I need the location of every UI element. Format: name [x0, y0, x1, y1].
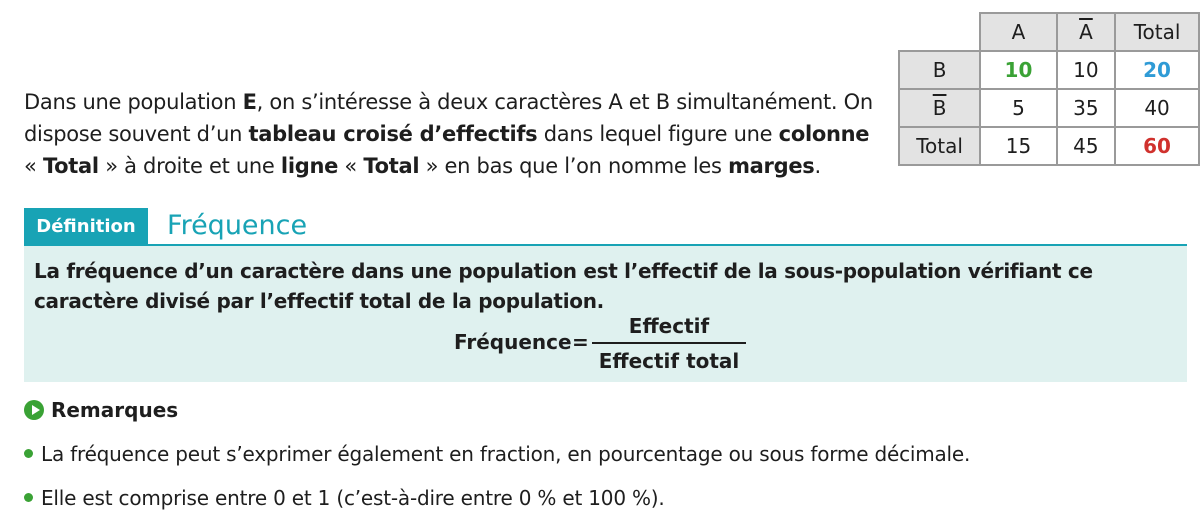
- intro-bold-ligne: ligne: [280, 154, 339, 178]
- row-header-not-b: [899, 89, 980, 127]
- remark-text: La fréquence peut s’exprimer également en fraction, en pourcentage ou sous forme décimale.: [41, 442, 971, 466]
- list-item: [24, 476, 970, 520]
- intro-text: , on s’intéresse à deux caractères A et B simultanément. On dispose souvent d’un: [24, 90, 873, 146]
- definition-title: Fréquence: [167, 210, 308, 241]
- remarks-list: [24, 432, 970, 520]
- col-header-not-a-label: $\overline{A}$: [1079, 20, 1093, 44]
- col-header-a: A: [980, 13, 1057, 51]
- bullet-icon: [24, 449, 33, 458]
- intro-text: » à droite et une: [98, 154, 281, 178]
- definition-text-part: d’un caractère dans une population est l’effectif de la sous-population vérifiant ce caractère divisé par l’effectif total de la population.: [34, 259, 1093, 313]
- table-header-row: [899, 13, 1199, 51]
- definition-keyword: fréquence: [66, 259, 178, 283]
- intro-text: «: [24, 154, 43, 178]
- table-row: [899, 89, 1199, 127]
- cell-not-b-total: 40: [1115, 89, 1199, 127]
- cell-b-not-a: 10: [1057, 51, 1115, 89]
- formula-label: Fréquence: [454, 330, 572, 354]
- remark-text: Elle est comprise entre 0 et 1 (c’est-à-dire entre 0 % et 100 %).: [41, 486, 665, 510]
- definition-text-part: La: [34, 259, 67, 283]
- intro-text: Dans une population: [24, 90, 243, 114]
- intro-text: dans lequel figure une: [537, 122, 779, 146]
- formula-denominator: Effectif total: [598, 349, 740, 373]
- formula-numerator: Effectif: [628, 314, 710, 338]
- intro-text: .: [814, 154, 821, 178]
- intro-bold-marges: marges: [728, 154, 815, 178]
- cell-not-b-not-a: 35: [1057, 89, 1115, 127]
- row-header-total: Total: [899, 127, 980, 165]
- col-header-total: Total: [1115, 13, 1199, 51]
- formula-fraction: [592, 312, 746, 376]
- intro-bold-tableau: tableau croisé d’effectifs: [248, 122, 538, 146]
- table-row: [899, 51, 1199, 89]
- formula-equals: =: [572, 330, 589, 354]
- cell-total-not-a: 45: [1057, 127, 1115, 165]
- definition-text: [34, 256, 1184, 316]
- cell-grand-total: 60: [1115, 127, 1199, 165]
- col-header-not-a: [1057, 13, 1115, 51]
- remarks-title: Remarques: [50, 398, 179, 422]
- cell-total-a: 15: [980, 127, 1057, 165]
- play-arrow-icon: [24, 400, 44, 420]
- cell-b-a: 10: [980, 51, 1057, 89]
- list-item: [24, 432, 970, 476]
- remarks-heading: [24, 396, 178, 424]
- intro-text: «: [338, 154, 364, 178]
- fraction-bar: [592, 342, 746, 344]
- crosstab-table: [898, 12, 1200, 166]
- intro-bold-e: E: [242, 90, 257, 114]
- intro-bold-total-2: Total: [363, 154, 420, 178]
- definition-tag: Définition: [24, 208, 148, 244]
- bullet-icon: [24, 493, 33, 502]
- row-header-not-b-label: $\overline{B}$: [932, 96, 947, 120]
- intro-bold-colonne: colonne: [778, 122, 870, 146]
- row-header-b: B: [899, 51, 980, 89]
- intro-paragraph: [24, 86, 884, 182]
- table-row: [899, 127, 1199, 165]
- intro-text: » en bas que l’on nomme les: [419, 154, 729, 178]
- intro-bold-total: Total: [42, 154, 99, 178]
- cell-not-b-a: 5: [980, 89, 1057, 127]
- cell-b-total: 20: [1115, 51, 1199, 89]
- definition-box: [24, 244, 1187, 382]
- table-corner: [899, 13, 980, 51]
